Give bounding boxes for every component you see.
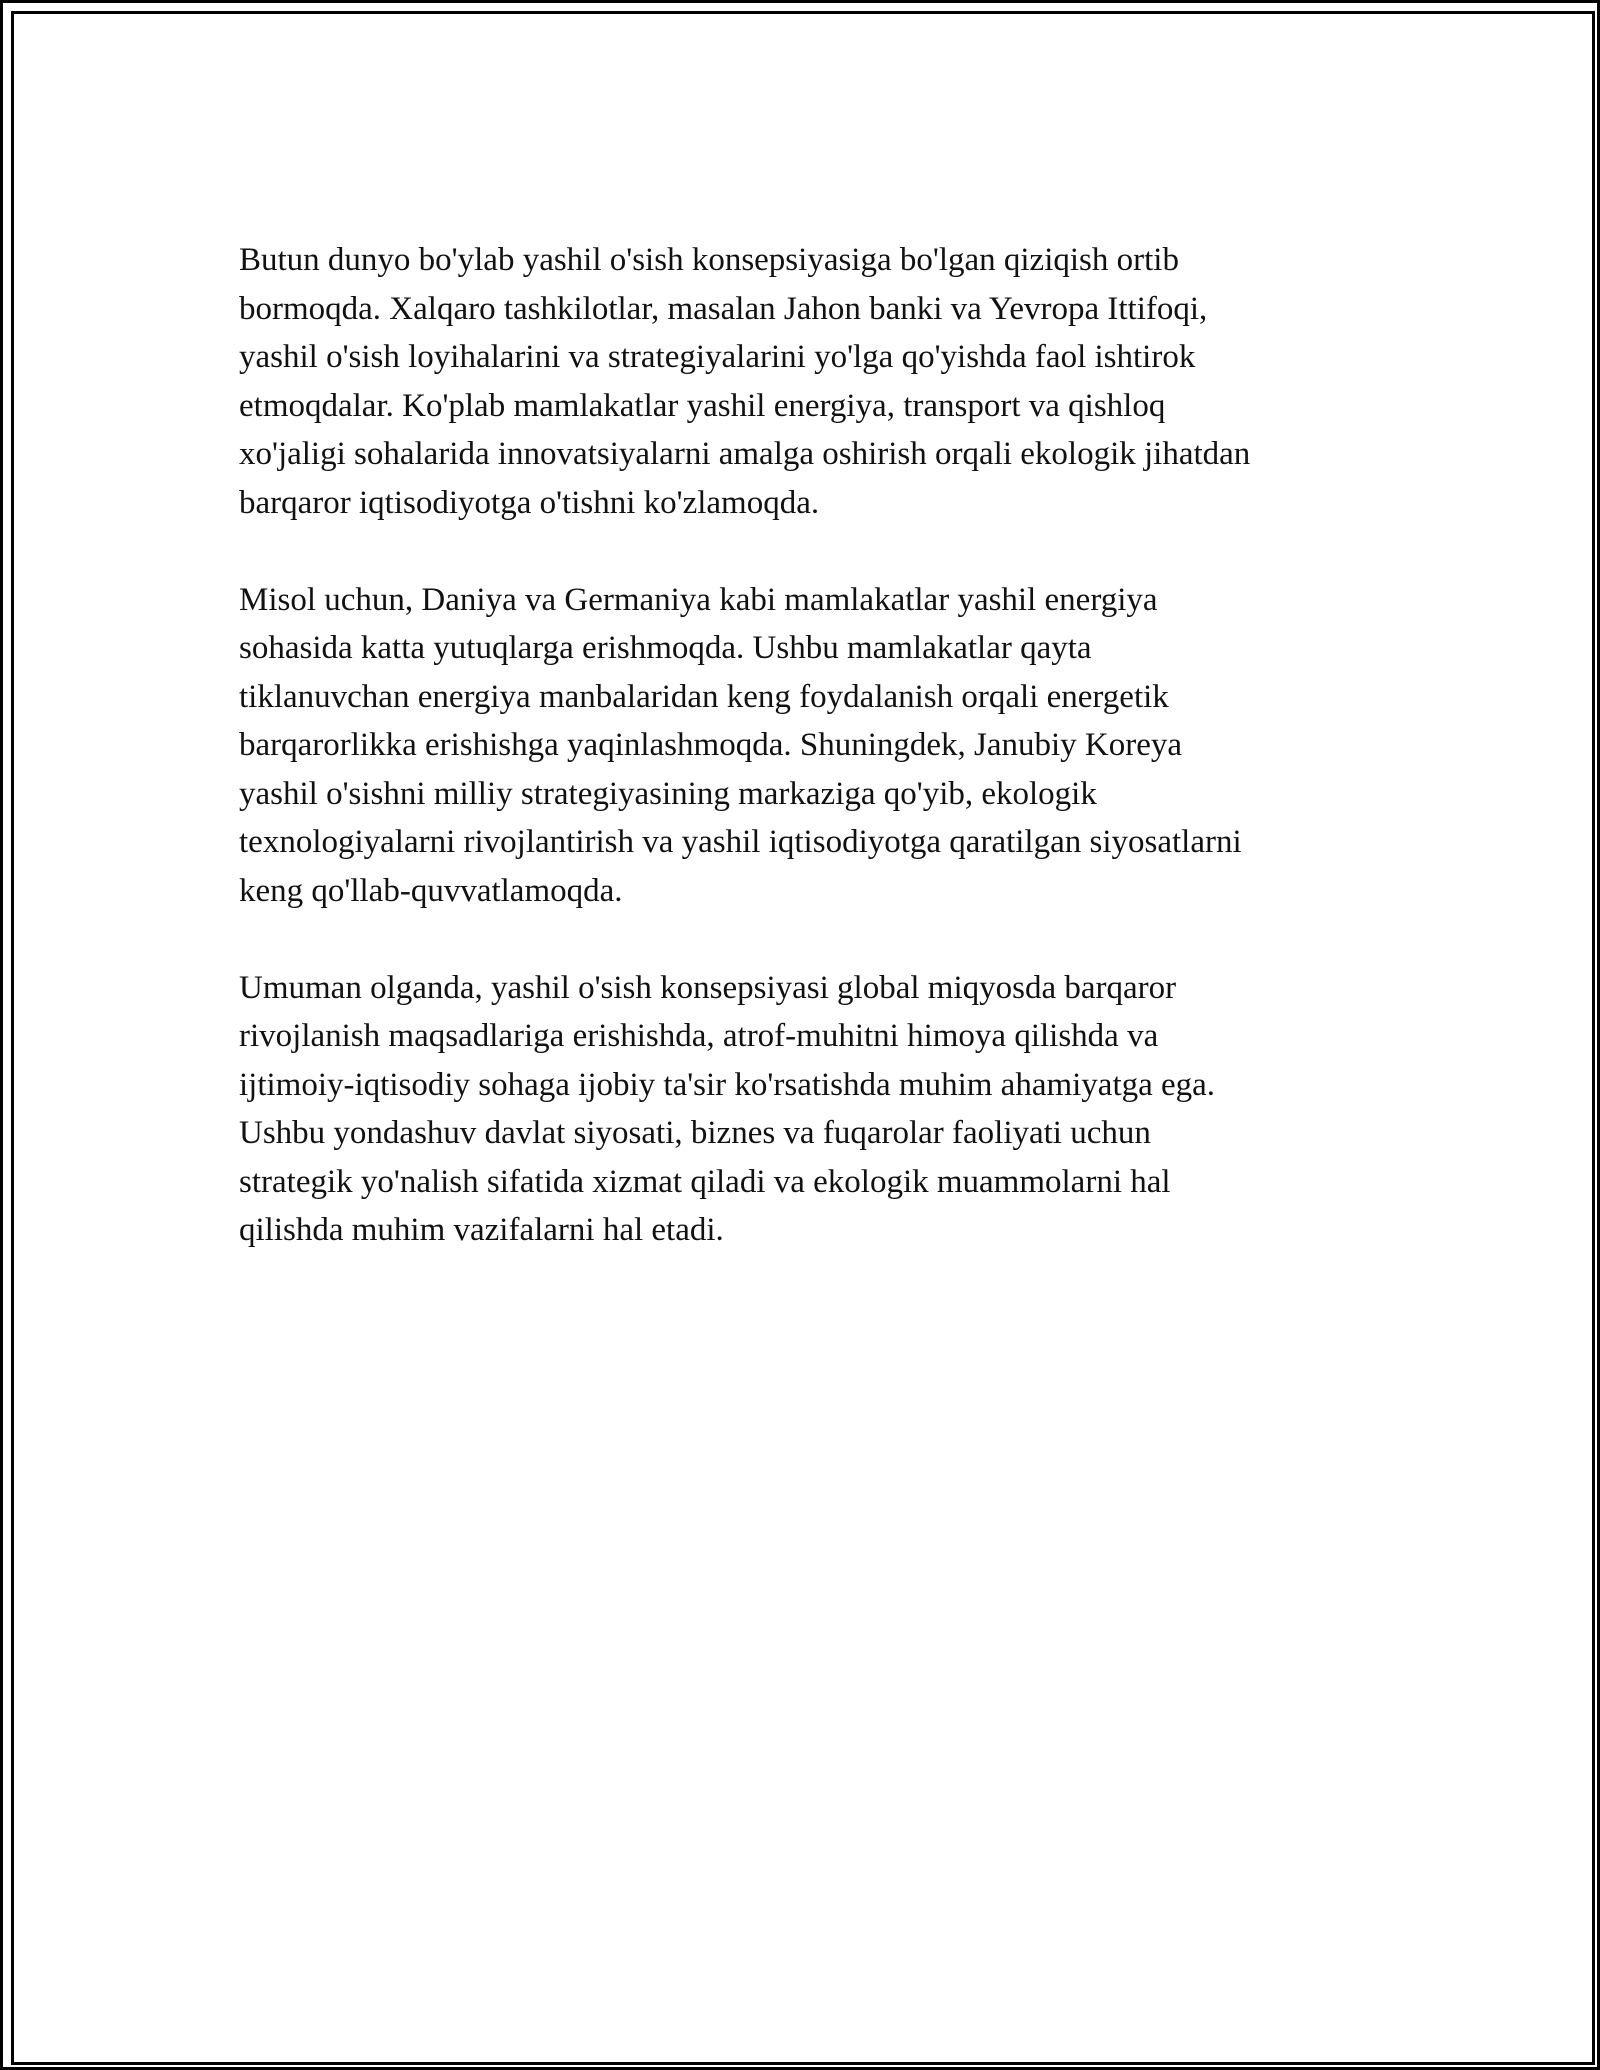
text-line: texnologiyalarni rivojlantirish va yashil iqtisodiyotga qaratilgan siyosatlarni	[239, 824, 1242, 860]
text-line: tiklanuvchan energiya manbalaridan keng foydalanish orqali energetik	[239, 678, 1169, 715]
text-line: xo'jaligi sohalarida innovatsiyalarni amalga oshirish orqali ekologik jihatdan	[239, 436, 1251, 472]
text-line: yashil o'sish loyihalarini va strategiyalarini yo'lga qo'yishda faol ishtirok	[239, 339, 1196, 375]
text-line: bormoqda. Xalqaro tashkilotlar, masalan Jahon banki va Yevropa Ittifoqi,	[239, 290, 1208, 327]
text-line: Butun dunyo bo'ylab yashil o'sish konsepsiyasiga bo'lgan qiziqish ortib	[239, 242, 1179, 278]
paragraph-2	[239, 576, 1369, 916]
paragraph-3	[239, 964, 1369, 1255]
text-line: barqarorlikka erishishga yaqinlashmoqda. Shuningdek, Janubiy Koreya	[239, 727, 1183, 763]
text-line: sohasida katta yutuqlarga erishmoqda. Ushbu mamlakatlar qayta	[239, 630, 1092, 666]
text-line: ijtimoiy-iqtisodiy sohaga ijobiy ta'sir ko'rsatishda muhim ahamiyatga ega.	[239, 1066, 1216, 1103]
text-line: Ushbu yondashuv davlat siyosati, biznes va fuqarolar faoliyati uchun	[239, 1115, 1151, 1151]
document-body	[239, 236, 1369, 1303]
text-line: rivojlanish maqsadlariga erishishda, atrof-muhitni himoya qilishda va	[239, 1018, 1159, 1054]
text-line: keng qo'llab-quvvatlamoqda.	[239, 872, 623, 909]
text-line: yashil o'sishni milliy strategiyasining markaziga qo'yib, ekologik	[239, 775, 1097, 812]
paragraph-1	[239, 236, 1369, 527]
text-line: qilishda muhim vazifalarni hal etadi.	[239, 1212, 724, 1248]
text-line: Umuman olganda, yashil o'sish konsepsiyasi global miqyosda barqaror	[239, 969, 1177, 1006]
text-line: etmoqdalar. Ko'plab mamlakatlar yashil energiya, transport va qishloq	[239, 387, 1166, 424]
text-line: strategik yo'nalish sifatida xizmat qiladi va ekologik muammolarni hal	[239, 1163, 1171, 1200]
text-line: Misol uchun, Daniya va Germaniya kabi mamlakatlar yashil energiya	[239, 581, 1158, 618]
text-line: barqaror iqtisodiyotga o'tishni ko'zlamoqda.	[239, 484, 820, 521]
